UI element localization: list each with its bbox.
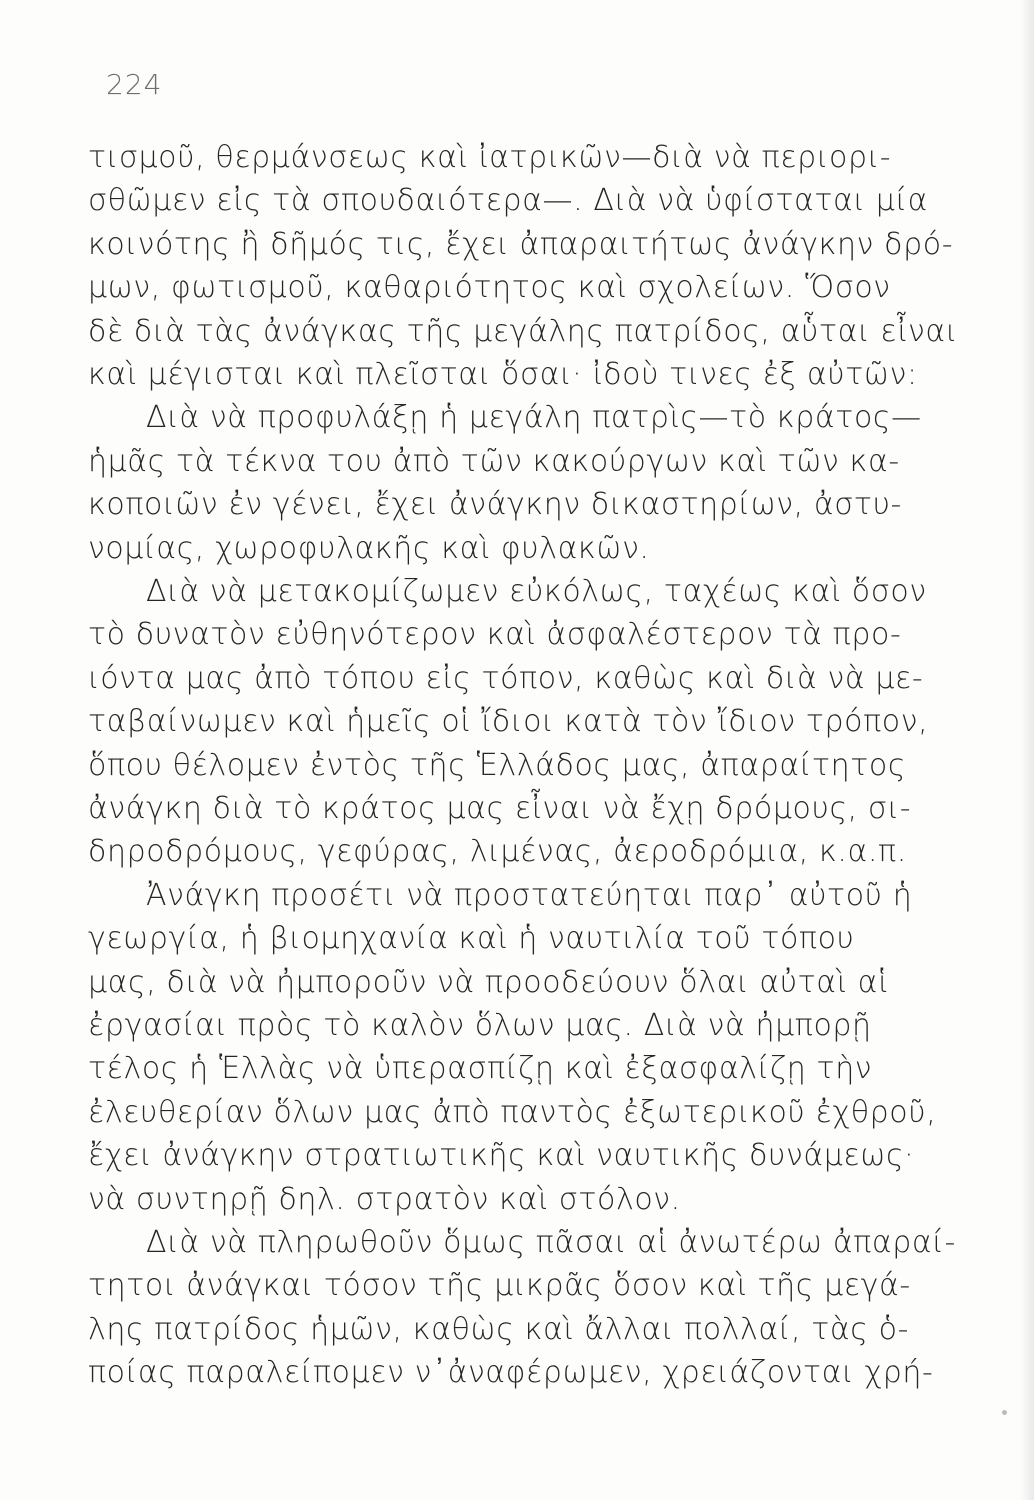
text-line: λης πατρίδος ἡμῶν, καθὼς καὶ ἄλλαι πολλαί, τὰς ὁ- <box>88 1312 910 1347</box>
text-line: κοποιῶν ἐν γένει, ἔχει ἀνάγκην δικαστηρίων, ἀστυ- <box>88 487 902 522</box>
text-line: τέλος ἡ Ἑλλὰς νὰ ὑπερασπίζῃ καὶ ἐξασφαλίζῃ τὴν <box>88 1051 873 1086</box>
paper-speck <box>1002 1410 1007 1415</box>
text-line: σθῶμεν εἰς τὰ σπουδαιότερα—. Διὰ νὰ ὑφίσταται μία <box>88 183 929 218</box>
text-line: ποίας παραλείπομεν ν᾽ἀναφέρωμεν, χρειάζονται χρή- <box>88 1355 934 1390</box>
text-line paragraph-start: Διὰ νὰ προφυλάξῃ ἡ μεγάλη πατρὶς—τὸ κράτος— <box>146 400 922 435</box>
text-line paragraph-start: Διὰ νὰ πληρωθοῦν ὅμως πᾶσαι αἱ ἀνωτέρω ἀπαραί- <box>146 1225 956 1260</box>
text-line: τητοι ἀνάγκαι τόσον τῆς μικρᾶς ὅσον καὶ τῆς μεγά- <box>88 1268 911 1303</box>
text-line: ταβαίνωμεν καὶ ἡμεῖς οἱ ἴδιοι κατὰ τὸν ἴδιον τρόπον, <box>88 704 929 739</box>
text-line: νὰ συντηρῇ δηλ. στρατὸν καὶ στόλον. <box>88 1182 681 1217</box>
text-line: δὲ διὰ τὰς ἀνάγκας τῆς μεγάλης πατρίδος, αὗται εἶναι <box>88 314 958 349</box>
text-line: ἐργασίαι πρὸς τὸ καλὸν ὅλων μας. Διὰ νὰ ἠμπορῇ <box>88 1008 872 1043</box>
text-line: ἔχει ἀνάγκην στρατιωτικῆς καὶ ναυτικῆς δυνάμεως· <box>88 1138 915 1173</box>
text-line: γεωργία, ἡ βιομηχανία καὶ ἡ ναυτιλία τοῦ τόπου <box>88 921 855 956</box>
text-line: τὸ δυνατὸν εὐθηνότερον καὶ ἀσφαλέστερον τὰ προ- <box>88 617 902 652</box>
text-line paragraph-start: Διὰ νὰ μετακομίζωμεν εὐκόλως, ταχέως καὶ ὅσον <box>146 574 927 609</box>
text-line: νομίας, χωροφυλακῆς καὶ φυλακῶν. <box>88 531 650 566</box>
text-line: ἐλευθερίαν ὅλων μας ἀπὸ παντὸς ἐξωτερικοῦ ἐχθροῦ, <box>88 1095 937 1130</box>
text-line: ιόντα μας ἀπὸ τόπου εἰς τόπον, καθὼς καὶ διὰ νὰ με- <box>88 661 924 696</box>
text-line: κοινότης ἢ δῆμός τις, ἔχει ἀπαραιτήτως ἀνάγκην δρό- <box>88 227 954 262</box>
text-line: τισμοῦ, θερμάνσεως καὶ ἰατρικῶν—διὰ νὰ περιορι- <box>88 140 892 175</box>
text-line: ἀνάγκη διὰ τὸ κράτος μας εἶναι νὰ ἔχῃ δρόμους, σι- <box>88 791 912 826</box>
text-line: μας, διὰ νὰ ἠμποροῦν νὰ προοδεύουν ὅλαι αὐταὶ αἱ <box>88 965 889 1000</box>
text-line: μων, φωτισμοῦ, καθαριότητος καὶ σχολείων. Ὅσον <box>88 270 891 305</box>
page-number: 224 <box>106 68 163 101</box>
text-line: ὅπου θέλομεν ἐντὸς τῆς Ἑλλάδος μας, ἀπαραίτητος <box>88 748 907 783</box>
page-edge-shadow <box>1020 0 1034 1500</box>
text-line: ἡμᾶς τὰ τέκνα του ἀπὸ τῶν κακούργων καὶ τῶν κα- <box>88 444 900 479</box>
text-line: δηροδρόμους, γεφύρας, λιμένας, ἀεροδρόμια, κ.α.π. <box>88 834 907 869</box>
text-line: καὶ μέγισται καὶ πλεῖσται ὅσαι· ἰδοὺ τινες ἐξ αὐτῶν: <box>88 357 918 392</box>
text-line paragraph-start: Ἀνάγκη προσέτι νὰ προστατεύηται παρ᾽ αὐτοῦ ἡ <box>146 878 913 913</box>
